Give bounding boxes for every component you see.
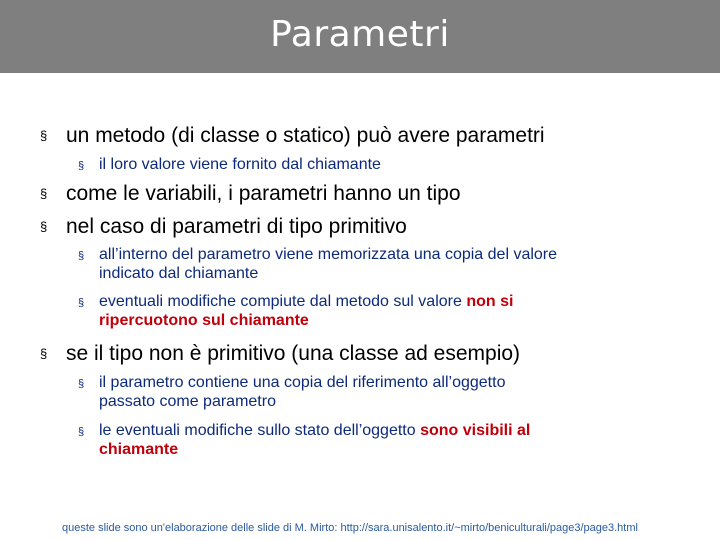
bullet-marker-icon: § (78, 160, 85, 172)
bullet-level1 (40, 182, 461, 206)
bullet-text (99, 421, 530, 459)
bullet-text: se il tipo non è primitivo (una classe ad esempio) (66, 342, 521, 365)
bullet-level2 (78, 421, 530, 459)
highlighted-text: ripercuotono sul chiamante (99, 312, 309, 329)
bullet-level1 (40, 215, 407, 239)
bullet-marker-icon: § (78, 250, 85, 262)
bullet-text: un metodo (di classe o statico) può avere parametri (66, 124, 545, 147)
footer-credit: queste slide sono un'elaborazione delle slide di M. Mirto: http://sara.unisalento.it/~mirto/beniculturali/page3/page3.html (62, 522, 638, 534)
bullet-marker-icon: § (78, 378, 85, 390)
bullet-marker-icon: § (40, 128, 48, 143)
bullet-text (99, 245, 557, 283)
bullet-text-plain: eventuali modifiche compiute dal metodo sul valore (99, 293, 467, 310)
bullet-text (99, 292, 513, 330)
bullet-marker-icon: § (78, 426, 85, 438)
bullet-marker-icon: § (78, 297, 85, 309)
bullet-text-line: passato come parametro (99, 393, 276, 410)
slide-title: Parametri (270, 14, 450, 55)
highlighted-text: non si (466, 293, 514, 310)
highlighted-text: sono visibili al (420, 422, 531, 439)
bullet-level2 (78, 292, 513, 330)
bullet-text-line: il parametro contiene una copia del riferimento all’oggetto (99, 374, 506, 391)
bullet-level2 (78, 245, 557, 283)
bullet-text-plain: le eventuali modifiche sullo stato dell’oggetto (99, 422, 421, 439)
bullet-marker-icon: § (40, 219, 48, 234)
bullet-text (99, 373, 505, 411)
highlighted-text: chiamante (99, 441, 179, 458)
bullet-text: il loro valore viene fornito dal chiamante (99, 156, 381, 173)
bullet-marker-icon: § (40, 346, 48, 361)
bullet-level1 (40, 342, 520, 366)
bullet-text: nel caso di parametri di tipo primitivo (66, 215, 407, 238)
bullet-text: come le variabili, i parametri hanno un tipo (66, 182, 461, 205)
bullet-text-line: indicato dal chiamante (99, 265, 259, 282)
bullet-level2 (78, 155, 381, 174)
bullet-text-line: all’interno del parametro viene memorizzata una copia del valore (99, 246, 558, 263)
bullet-marker-icon: § (40, 186, 48, 201)
bullet-level2 (78, 373, 505, 411)
bullet-level1 (40, 124, 545, 148)
